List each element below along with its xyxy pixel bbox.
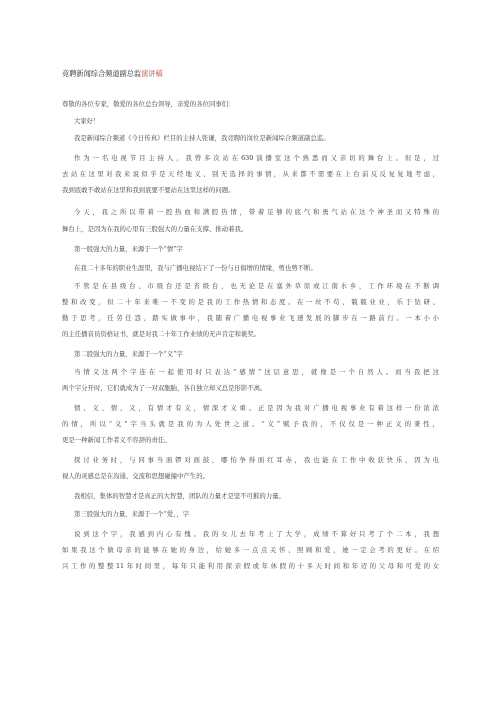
paragraph-line: 的情，所以“义”字当头就是我的为人处世之道。“义”赋予我的，不仅仅是一种正义的秉性，: [62, 420, 439, 428]
title-highlight: 演讲稿: [141, 69, 163, 78]
paragraph-line: 我到底敢不敢站在这里和我到底要不要站在这里这样的问题。: [62, 186, 235, 194]
paragraph-line: 的主任播音员资格证书，就是对我二十年工作业绩的无声肯定和褒奖。: [62, 330, 261, 338]
paragraph-line: 两个字分开时，它们就成为了一对双胞胎，各自独立却又总是形影不离。: [62, 384, 267, 392]
paragraph-line: 在我二十多年的职业生涯里，我与广播电视结下了一份与日俱增的情缘，剪也剪不断。: [74, 264, 317, 272]
paragraph-line: 情、义、情、义，有情才有义，情深才义重。正是因为我对广播电视事业有着这样一份浓浓: [74, 404, 439, 412]
paragraph-line: 不管是在县级台、市级台还是省级台，也无论是在塞外草原或江南水乡，工作环境在不断调: [74, 282, 439, 290]
greeting: 大家好！: [74, 117, 100, 125]
section-heading: 第三股强大的力量，来源于一个“爱，，字: [74, 510, 190, 518]
document-title: [62, 69, 163, 79]
paragraph-line: 今天，我之所以带着一腔热血和满腔热情，带着足够的底气和勇气站在这个神圣而又特殊的: [74, 208, 439, 216]
paragraph-line: 当情义这两个字连在一起使用时只表达“感情”这层意思，就像是一个自然人。而当我把这: [74, 368, 439, 376]
section-heading: 第一股强大的力量，来源于一个“情”字: [74, 245, 183, 253]
paragraph-line: 我相信，集体的智慧才是真正的大智慧，团队的力量才是坚不可摧的力量。: [74, 492, 285, 500]
paragraph-line: 我是新闻综合频道《今日传真》栏目的主持人张谦，我竞聘的岗位是新闻综合频道副总监。: [74, 134, 330, 142]
paragraph-line: 兴工作的整整11年时间里，每年只能利用探亲假或年休假的十多天时间和年迈的父母和可爱的女: [62, 562, 439, 570]
paragraph-line: 舞台上，是因为在我的心里有三股强大的力量在支撑、推动着我。: [62, 225, 248, 233]
salutation: 尊敬的各位专家，敬爱的各位总台领导，亲爱的各位同事们：: [62, 100, 235, 108]
paragraph-line: 视人的灵感总是在沟通、交流和思想碰撞中产生的。: [62, 472, 209, 480]
paragraph-line: 勤于思考，任劳任怨、踏实做事中，我随着广播电视事业飞速发展的脚步在一路前行。一本小小: [62, 314, 439, 322]
paragraph-line: 作为一名电视节目主持人，我曾多次站在630演播室这个熟悉而又亲切的舞台上。但是，过: [74, 154, 439, 162]
paragraph-line: 更是一种新闻工作者义不容辞的责任。: [62, 436, 171, 444]
paragraph-line: 如果我这个做母亲的能够在她的身边，给她多一点点关怀、照顾和爱，她一定会考的更好。在绍: [62, 546, 439, 554]
title-main: 竞聘新闻综合频道副总监: [62, 69, 142, 78]
section-heading: 第二股强大的力量，来源于一个“义”字: [74, 350, 183, 358]
paragraph-line: 说到这个字，我感到内心有愧。我的女儿去年考上了大学，成绩不算好只考了个二本，我想: [74, 530, 439, 538]
paragraph-line: 整和改变，但二十年来唯一不变的是我的工作热情和态度。在一丝不苟、兢兢业业，乐于钻研、: [62, 298, 439, 306]
paragraph-line: 去站在这里对我来说似乎是天经地义、别无选择的事情，从来都不需要在上台前反反复复地考虑，: [62, 170, 439, 178]
paragraph-line: 探讨业务时，与同事当面锣对面鼓，哪怕争得面红耳赤，我也能在工作中收获快乐，因为电: [74, 456, 439, 464]
